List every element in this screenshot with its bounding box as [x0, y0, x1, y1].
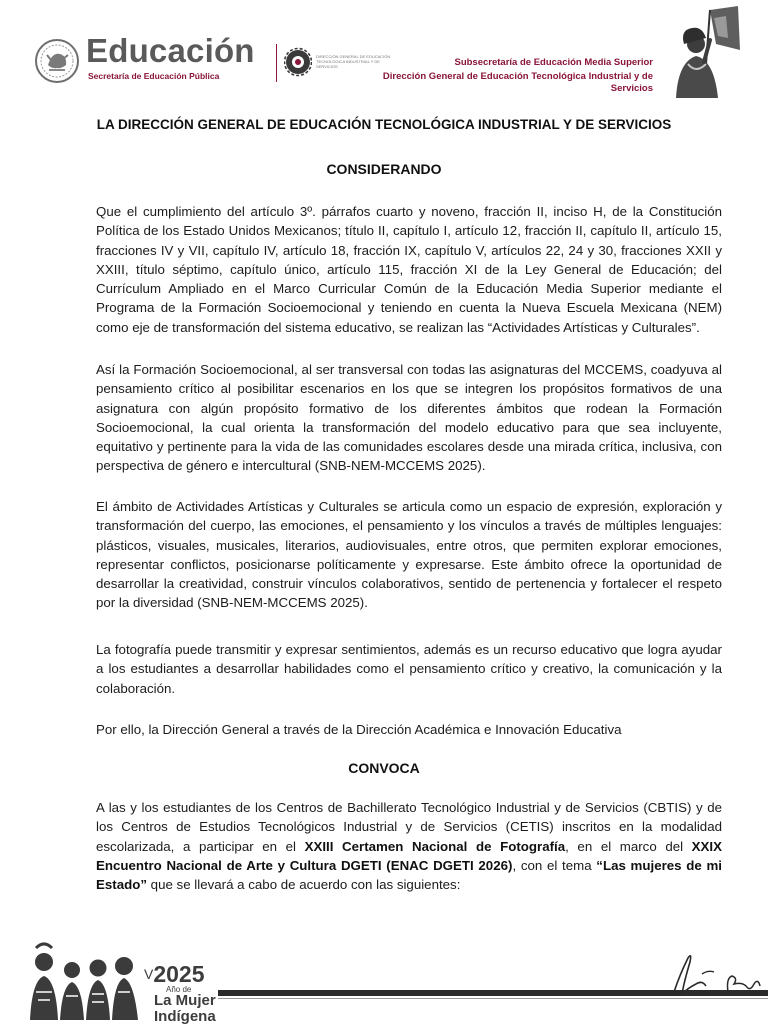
direccion-label: Dirección General de Educación Tecnológica Industrial y de Servicios — [382, 71, 653, 94]
subsecretaria-label: Subsecretaría de Educación Media Superior — [454, 57, 653, 68]
anio-de-label: Año de — [166, 985, 192, 994]
handwritten-signature-icon — [662, 948, 766, 1000]
certamen-name: XXIII Certamen Nacional de Fotografía — [304, 838, 566, 854]
mexico-seal-icon — [34, 38, 80, 84]
paragraph-socioemotional: Así la Formación Socioemocional, al ser transversal con todas las asignaturas del MCCEMS, coadyuva al pensamiento crítico al posibilitar escenarios en los que se integren los propósitos formativos de una asignatura con algún propósito formativo de los diferentes ámbitos que rodean la Formación Socioemocional, la cual orienta la transformación del modelo educativo para que sea incluyente, equitativo y pertinente para la vida de las comunidades escolares desde una mirada crítica, inclusiva, con perspectiva de género e intercultural (SNB-NEM-MCCEMS 2025). — [96, 362, 722, 474]
convocation-text-e: , con el tema — [512, 857, 597, 873]
header-divider — [276, 44, 277, 82]
encuentro-name: XXIX Encuentro Nacional de Arte y Cultura DGETI (ENAC DGETI 2026) — [96, 838, 722, 873]
convocation-text-a: A las y los estudiantes de los Centros de Bachillerato Tecnológico Industrial y de Servicios (CBTIS) y de los Centros de Estudios Tecnológicos Industrial y de Servicios (CETIS) inscritos en la modalidad escolarizada, a participar en el — [96, 800, 722, 854]
paragraph-photography: La fotografía puede transmitir y expresar sentimientos, además es un recurso educativo que logra ayudar a los estudiantes a desarrollar habilidades como el pensamiento crítico y creativo, la comunicación y la colaboración. — [96, 642, 722, 696]
paragraph-direction: Por ello, la Dirección General a través de la Dirección Académica e Innovación Educativa — [96, 722, 622, 737]
brand-subtitle: Secretaría de Educación Pública — [88, 71, 220, 81]
indigena-label: Indígena — [154, 1008, 216, 1025]
paragraph-convocation — [96, 798, 722, 894]
document-title: LA DIRECCIÓN GENERAL DE EDUCACIÓN TECNOLÓGICA INDUSTRIAL Y DE SERVICIOS — [96, 117, 672, 132]
considerando-heading: CONSIDERANDO — [326, 161, 442, 177]
heroine-flag-illustration-icon — [666, 4, 746, 100]
year-2025 — [144, 962, 205, 986]
dgeti-logo-text: DIRECCIÓN GENERAL DE EDUCACIÓN TECNOLÓGICA INDUSTRIAL Y DE SERVICIOS — [316, 54, 391, 69]
indigenous-women-illustration-icon — [24, 940, 146, 1020]
paragraph-legal-basis: Que el cumplimiento del artículo 3º. párrafos cuarto y noveno, fracción II, inciso H, de la Constitución Política de los Estado Unidos Mexicanos; título II, capítulo I, artículo 12, fracción II, capítulo II, artículo 15, fracciones IV y VII, capítulo IV, artículo 18, fracción IX, capítulo V, artículos 22, 24 y 30, fracciones XXII y XXIII, título séptimo, capítulo único, artículo 115, fracción XI de la Ley General de Educación; del Currículum Ampliado en el Marco Curricular Común de la Educación Media Superior mediante el Programa de la Formación Socioemocional y teniendo en cuenta la Nueva Escuela Mexicana (NEM) como eje de transformación del sistema educativo, se realizan las “Actividades Artísticas y Culturales”. — [96, 204, 722, 335]
year-number: 2025 — [153, 961, 205, 987]
year-mark: V — [144, 966, 154, 982]
theme-name: “Las mujeres de mi Estado” — [96, 857, 722, 893]
la-mujer-label: La Mujer — [154, 992, 216, 1009]
paragraph-arts-culture: El ámbito de Actividades Artísticas y Culturales se articula como un espacio de expresión, exploración y transformación del cuerpo, las emociones, el pensamiento y los vínculos a través de múltiples lenguajes: plásticos, visuales, musicales, literarios, audiovisuales, entre otros, que permiten explorar emociones, representar conflictos, posicionarse políticamente y expresarse. Este ámbito ofrece la oportunidad de desarrollar la creatividad, construir vínculos colaborativos, sentido de pertenencia y fortalecer el respeto por la diversidad (SNB-NEM-MCCEMS 2025). — [96, 499, 722, 611]
convoca-heading: CONVOCA — [348, 760, 420, 776]
dgeti-logo-icon — [284, 44, 312, 80]
convocation-text-c: , en el marco del — [565, 838, 692, 854]
brand-title: Educación — [86, 32, 255, 69]
convocation-text-g: que se llevará a cabo de acuerdo con las siguientes: — [146, 877, 461, 893]
